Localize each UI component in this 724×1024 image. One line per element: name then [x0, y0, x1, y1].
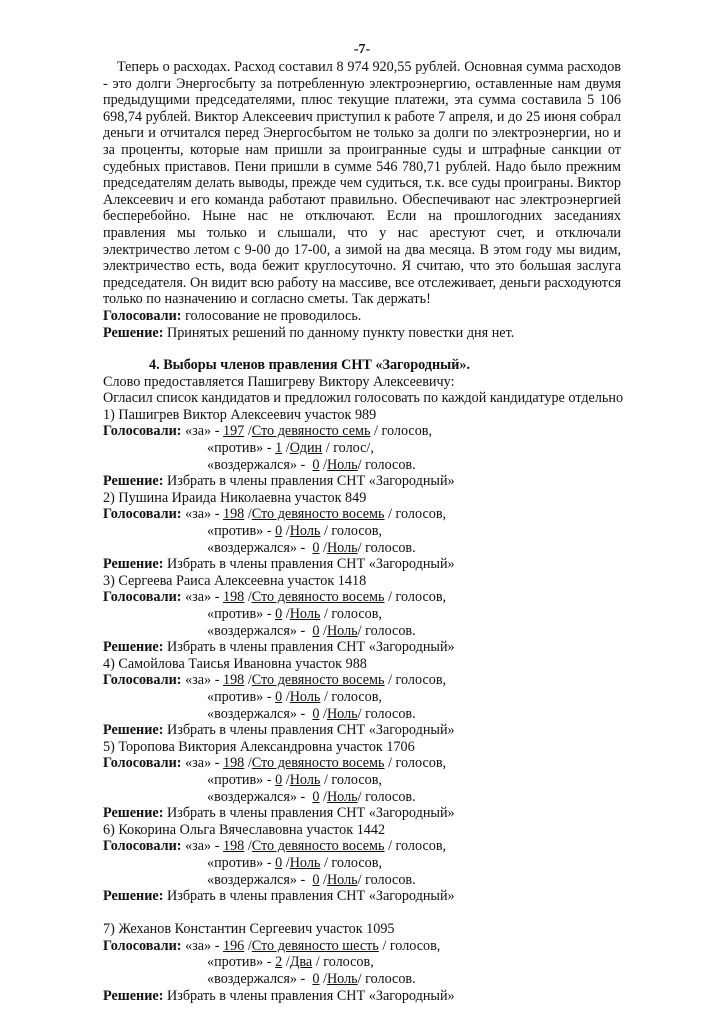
- vote-abstain-count: 0: [312, 622, 320, 639]
- spacer: [103, 905, 621, 922]
- decision-line: [103, 473, 621, 490]
- vote-for-count: 198: [222, 838, 245, 855]
- vote-for-line: Голосовали: «за» - 198 /Сто девяносто восемь / голосов,: [103, 838, 447, 855]
- voted-label: Голосовали:: [103, 506, 182, 523]
- vote-abstain-label: «воздержался» -: [207, 705, 306, 722]
- vote-against-count: 0: [275, 606, 283, 622]
- vote-abstain-line: «воздержался» - 0 /Ноль/ голосов.: [207, 456, 416, 473]
- vote-against-unit: / голосов,: [320, 523, 382, 540]
- vote-against-unit: / голосов,: [312, 954, 374, 971]
- decision-text: Избрать в члены правления СНТ «Загородный»: [166, 722, 455, 739]
- vote-against-words: Ноль: [289, 771, 321, 788]
- expenses-decision-text: Принятых решений по данному пункту повестки дня нет.: [166, 324, 515, 341]
- vote-for-unit: / голосов,: [384, 672, 447, 689]
- vote-abstain-unit: / голосов.: [357, 705, 416, 722]
- candidate-name: 7) Жеханов Константин Сергеевич участок 1095: [103, 921, 395, 938]
- vote-against-words: Один: [289, 440, 323, 457]
- decision-text: Избрать в члены правления СНТ «Загородный»: [166, 556, 455, 573]
- vote-for-unit: / голосов,: [384, 506, 447, 523]
- expenses-decision-line: [103, 325, 621, 342]
- vote-abstain-words: Ноль: [326, 456, 358, 473]
- decision-label: Решение:: [103, 805, 164, 822]
- vote-against-label: «против» -: [207, 688, 272, 705]
- vote-for-line: Голосовали: «за» - 198 /Сто девяносто восемь / голосов,: [103, 589, 447, 606]
- vote-abstain-line: «воздержался» - 0 /Ноль/ голосов.: [207, 539, 416, 556]
- vote-for-label: «за» -: [185, 589, 220, 606]
- vote-for-unit: / голосов,: [378, 937, 441, 954]
- vote-against-label: «против» -: [207, 523, 272, 540]
- vote-abstain-label: «воздержался» -: [207, 871, 306, 888]
- vote-abstain-words: Ноль: [326, 971, 358, 988]
- decision-label: Решение:: [103, 639, 164, 656]
- vote-for-line: Голосовали: «за» - 196 /Сто девяносто шесть / голосов,: [103, 937, 441, 954]
- vote-against-unit: / голосов,: [320, 606, 382, 622]
- decision-text: Избрать в члены правления СНТ «Загородный»: [166, 639, 455, 656]
- vote-abstain-count: 0: [312, 788, 320, 805]
- vote-against-words: Ноль: [289, 688, 321, 705]
- vote-for-unit: / голосов,: [384, 755, 447, 772]
- vote-abstain-unit: / голосов.: [357, 539, 416, 556]
- vote-against-unit: / голосов,: [320, 688, 382, 705]
- candidate-list: [103, 407, 621, 1004]
- vote-against-label: «против» -: [207, 606, 272, 622]
- vote-for-count: 196: [222, 937, 245, 954]
- vote-against-line: «против» - 1 /Один / голос/,: [207, 440, 374, 457]
- vote-against-label: «против» -: [207, 440, 272, 457]
- vote-against-words: Ноль: [289, 606, 321, 622]
- vote-abstain-label: «воздержался» -: [207, 788, 306, 805]
- vote-against-unit: / голос/,: [322, 440, 374, 457]
- vote-against-line: «против» - 0 /Ноль / голосов,: [207, 771, 382, 788]
- decision-line: [103, 639, 621, 656]
- vote-for-unit: / голосов,: [370, 423, 433, 440]
- vote-abstain-words: Ноль: [326, 622, 358, 639]
- decision-label: Решение:: [103, 473, 164, 490]
- vote-for-line: Голосовали: «за» - 198 /Сто девяносто восемь / голосов,: [103, 506, 447, 523]
- vote-abstain-line: «воздержался» - 0 /Ноль/ голосов.: [207, 971, 416, 988]
- vote-for-line: Голосовали: «за» - 198 /Сто девяносто восемь / голосов,: [103, 755, 447, 772]
- vote-against-label: «против» -: [207, 954, 272, 971]
- vote-for-words: Сто девяносто восемь: [251, 589, 385, 606]
- vote-abstain-label: «воздержался» -: [207, 539, 306, 556]
- vote-abstain-count: 0: [312, 971, 320, 988]
- vote-against-count: 0: [275, 688, 283, 705]
- decision-label: Решение:: [103, 722, 164, 739]
- vote-for-words: Сто девяносто восемь: [251, 672, 385, 689]
- decision-text: Избрать в члены правления СНТ «Загородный»: [166, 987, 455, 1004]
- vote-abstain-label: «воздержался» -: [207, 971, 306, 988]
- candidate-name: 3) Сергеева Раиса Алексеевна участок 1418: [103, 572, 367, 589]
- vote-abstain-count: 0: [312, 871, 320, 888]
- vote-against-line: «против» - 0 /Ноль / голосов,: [207, 854, 382, 871]
- vote-for-label: «за» -: [185, 838, 220, 855]
- decision-line: [103, 556, 621, 573]
- vote-abstain-count: 0: [312, 539, 320, 556]
- vote-abstain-unit: / голосов.: [357, 456, 416, 473]
- candidate-name: 2) Пушина Ираида Николаевна участок 849: [103, 489, 367, 506]
- decision-text: Избрать в члены правления СНТ «Загородный»: [166, 805, 455, 822]
- vote-for-label: «за» -: [185, 937, 220, 954]
- decision-line: [103, 722, 621, 739]
- vote-for-line: Голосовали: «за» - 198 /Сто девяносто восемь / голосов,: [103, 672, 447, 689]
- voted-label: Голосовали:: [103, 307, 182, 324]
- voted-label: Голосовали:: [103, 755, 182, 772]
- vote-against-label: «против» -: [207, 771, 272, 788]
- vote-against-count: 0: [275, 771, 283, 788]
- vote-against-count: 2: [275, 954, 283, 971]
- vote-abstain-words: Ноль: [326, 539, 358, 556]
- vote-for-label: «за» -: [185, 755, 220, 772]
- candidate-block: [103, 490, 621, 573]
- vote-abstain-unit: / голосов.: [357, 788, 416, 805]
- vote-for-count: 198: [222, 672, 245, 689]
- vote-against-unit: / голосов,: [320, 854, 382, 871]
- decision-label: Решение:: [103, 324, 164, 341]
- vote-abstain-words: Ноль: [326, 871, 358, 888]
- decision-line: [103, 988, 621, 1005]
- decision-label: Решение:: [103, 556, 164, 573]
- page-number: -7-: [353, 42, 371, 57]
- vote-against-unit: / голосов,: [320, 771, 382, 788]
- candidate-name: 4) Самойлова Таисья Ивановна участок 988: [103, 655, 367, 672]
- vote-abstain-words: Ноль: [326, 705, 358, 722]
- voted-label: Голосовали:: [103, 672, 182, 689]
- vote-for-count: 198: [222, 506, 245, 523]
- vote-against-words: Два: [289, 954, 313, 971]
- vote-for-words: Сто девяносто шесть: [251, 937, 379, 954]
- decision-line: [103, 805, 621, 822]
- candidate-name: 1) Пашигрев Виктор Алексеевич участок 989: [103, 406, 377, 423]
- vote-for-words: Сто девяносто восемь: [251, 838, 385, 855]
- vote-for-unit: / голосов,: [384, 838, 447, 855]
- candidate-block: [103, 822, 621, 905]
- decision-text: Избрать в члены правления СНТ «Загородный»: [166, 888, 455, 905]
- expenses-voted-text: голосование не проводилось.: [185, 307, 362, 324]
- vote-for-line: Голосовали: «за» - 197 /Сто девяносто семь / голосов,: [103, 423, 433, 440]
- candidate-block: [103, 573, 621, 656]
- expenses-voted-line: [103, 308, 621, 325]
- vote-for-label: «за» -: [185, 423, 220, 440]
- voted-label: Голосовали:: [103, 423, 182, 440]
- candidate-name: 5) Торопова Виктория Александровна участок 1706: [103, 738, 415, 755]
- vote-for-label: «за» -: [185, 506, 220, 523]
- vote-abstain-count: 0: [312, 456, 320, 473]
- candidate-block: [103, 407, 621, 490]
- decision-text: Избрать в члены правления СНТ «Загородный»: [166, 473, 455, 490]
- vote-against-words: Ноль: [289, 523, 321, 540]
- vote-against-line: «против» - 2 /Два / голосов,: [207, 954, 374, 971]
- section-4-heading: 4. Выборы членов правления СНТ «Загородный».: [149, 357, 471, 374]
- section-4-intro-1: Слово предоставляется Пашигреву Виктору Алексеевичу:: [103, 373, 455, 390]
- vote-abstain-line: «воздержался» - 0 /Ноль/ голосов.: [207, 871, 416, 888]
- candidate-name: 6) Кокорина Ольга Вячеславовна участок 1442: [103, 821, 386, 838]
- expenses-paragraph: Теперь о расходах. Расход составил 8 974 920,55 рублей. Основная сумма расходов - это долги Энергосбыту за потребленную электроэнергию, оставленные нам двумя предыдущими председателями, плюс текущие платежи, эта сумма составила 5 106 698,74 рублей. Виктор Алексеевич приступил к работе 7 апреля, и до 25 июня собрал деньги и отчитался перед Энергосбытом не только за долги по электроэнергии, но и за проценты, которые нам пришли за проигранные суды и штрафные санкции от судебных приставов. Пени пришли в сумме 546 780,71 рублей. Надо было прежним председателям делать выводы, прежде чем судиться, т.к. все суды проиграны. Виктор Алексеевич и его команда работают правильно. Обеспечивают нас электроэнергией бесперебойно. Ныне нас не отключают. Если на прошлогодних заседаниях правления мы только и слышали, что у нас арестуют счет, и отключали электричество летом с 9-00 до 17-00, а зимой на два месяца. В этом году мы видим, электричество есть, вода бежит круглосуточно. Я считаю, что это большая заслуга председателя. Он видит всю работу на массиве, все отслеживает, деньги расходуются только по назначению и согласно сметы. Так держать!: [103, 59, 621, 308]
- vote-against-count: 0: [275, 854, 283, 871]
- vote-against-line: «против» - 0 /Ноль / голосов,: [207, 606, 382, 622]
- voted-label: Голосовали:: [103, 589, 182, 606]
- vote-for-label: «за» -: [185, 672, 220, 689]
- vote-abstain-label: «воздержался» -: [207, 456, 306, 473]
- vote-abstain-line: «воздержался» - 0 /Ноль/ голосов.: [207, 705, 416, 722]
- section-4-intro-2: Огласил список кандидатов и предложил голосовать по каждой кандидатуре отдельно: [103, 390, 624, 407]
- vote-abstain-unit: / голосов.: [357, 871, 416, 888]
- vote-abstain-line: «воздержался» - 0 /Ноль/ голосов.: [207, 788, 416, 805]
- vote-for-unit: / голосов,: [384, 589, 447, 606]
- decision-label: Решение:: [103, 987, 164, 1004]
- vote-abstain-line: «воздержался» - 0 /Ноль/ голосов.: [207, 622, 416, 639]
- vote-for-words: Сто девяносто семь: [251, 423, 371, 440]
- decision-line: [103, 888, 621, 905]
- vote-for-words: Сто девяносто восемь: [251, 506, 385, 523]
- vote-abstain-words: Ноль: [326, 788, 358, 805]
- vote-abstain-unit: / голосов.: [357, 622, 416, 639]
- voted-label: Голосовали:: [103, 937, 182, 954]
- candidate-block: [103, 656, 621, 739]
- vote-for-words: Сто девяносто восемь: [251, 755, 385, 772]
- candidate-block: [103, 739, 621, 822]
- decision-label: Решение:: [103, 888, 164, 905]
- vote-against-line: «против» - 0 /Ноль / голосов,: [207, 688, 382, 705]
- vote-against-label: «против» -: [207, 854, 272, 871]
- vote-abstain-unit: / голосов.: [357, 971, 416, 988]
- vote-for-count: 198: [222, 755, 245, 772]
- vote-abstain-count: 0: [312, 705, 320, 722]
- vote-against-count: 0: [275, 523, 283, 540]
- vote-for-count: 197: [222, 423, 245, 440]
- vote-abstain-label: «воздержался» -: [207, 622, 306, 639]
- vote-against-line: «против» - 0 /Ноль / голосов,: [207, 523, 382, 540]
- vote-for-count: 198: [222, 589, 245, 606]
- vote-against-count: 1: [275, 440, 283, 457]
- candidate-block: [103, 905, 621, 1005]
- voted-label: Голосовали:: [103, 838, 182, 855]
- vote-against-words: Ноль: [289, 854, 321, 871]
